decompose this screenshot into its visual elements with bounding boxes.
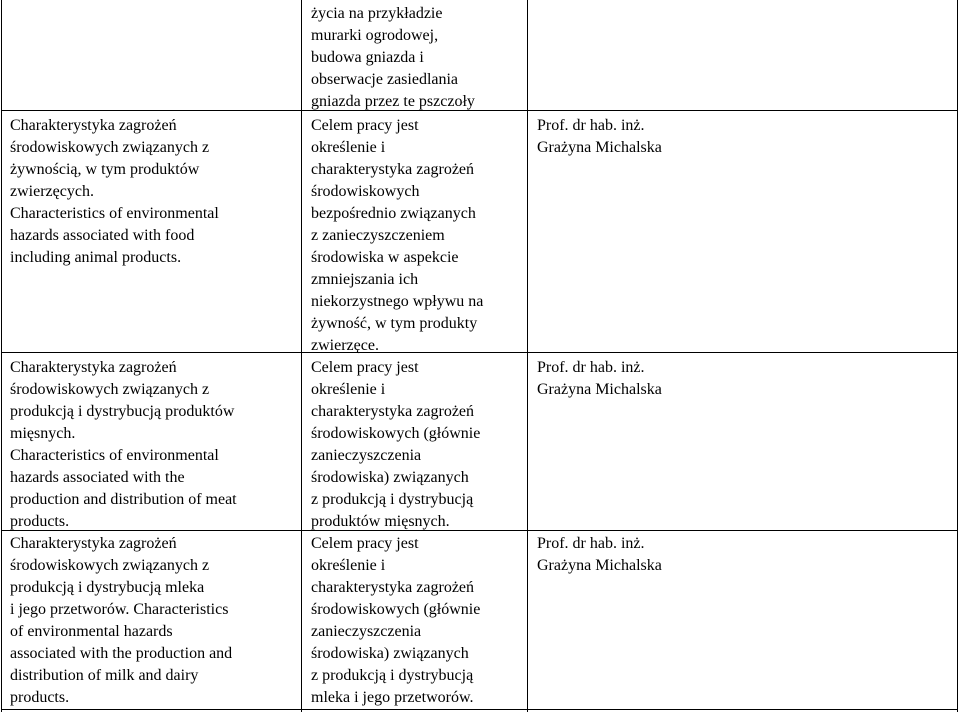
title-line: produkcją i dystrybucją mleka	[10, 579, 205, 596]
title-line: of environmental hazards	[10, 623, 173, 640]
supervisor-line: Grażyna Michalska	[537, 381, 662, 398]
description-line: z zanieczyszczeniem	[311, 227, 445, 244]
description-line: produktów mięsnych.	[311, 513, 450, 530]
title-line: production and distribution of meat	[10, 491, 237, 508]
title-line: środowiskowych związanych z	[10, 381, 210, 398]
supervisor-line: Grażyna Michalska	[537, 139, 662, 156]
title-line: produkcją i dystrybucją produktów	[10, 403, 235, 420]
title-line: zwierzęcych.	[10, 183, 94, 200]
description-line: gniazda przez te pszczoły	[311, 93, 475, 110]
description-line: środowiska) związanych	[311, 469, 469, 486]
title-line: żywnością, w tym produktów	[10, 161, 200, 178]
description-line: niekorzystnego wpływu na	[311, 293, 484, 310]
title-line: Charakterystyka zagrożeń	[10, 535, 177, 552]
title-line: i jego przetworów. Characteristics	[10, 601, 229, 618]
table-row	[0, 353, 960, 530]
description-line: środowiskowych (głównie	[311, 425, 481, 442]
title-line: hazards associated with the	[10, 469, 185, 486]
table-row	[0, 531, 960, 709]
description-line: charakterystyka zagrożeń	[311, 161, 475, 178]
supervisor-line: Prof. dr hab. inż.	[537, 117, 645, 134]
title-line: środowiskowych związanych z	[10, 557, 210, 574]
description-line: określenie i	[311, 557, 386, 574]
description-line: środowiskowych (głównie	[311, 601, 481, 618]
title-line: products.	[10, 513, 70, 530]
title-line: Charakterystyka zagrożeń	[10, 117, 177, 134]
description-line: charakterystyka zagrożeń	[311, 403, 475, 420]
description-line: środowiskowych	[311, 183, 420, 200]
description-line: mleka i jego przetworów.	[311, 689, 474, 706]
supervisor-line: Prof. dr hab. inż.	[537, 535, 645, 552]
description-line: budowa gniazda i	[311, 49, 424, 66]
description-line: życia na przykładzie	[311, 5, 443, 22]
description-line: zanieczyszczenia	[311, 447, 422, 464]
description-line: Celem pracy jest	[311, 117, 419, 134]
description-line: obserwacje zasiedlania	[311, 71, 459, 88]
description-line: z produkcją i dystrybucją	[311, 667, 474, 684]
description-line: Celem pracy jest	[311, 359, 419, 376]
description-line: określenie i	[311, 139, 386, 156]
description-line: murarki ogrodowej,	[311, 27, 439, 44]
description-line: bezpośrednio związanych	[311, 205, 476, 222]
description-line: środowiska w aspekcie	[311, 249, 459, 266]
title-line: Characteristics of environmental	[10, 205, 219, 222]
title-line: associated with the production and	[10, 645, 233, 662]
title-line: środowiskowych związanych z	[10, 139, 210, 156]
description-line: zmniejszania ich	[311, 271, 419, 288]
title-line: products.	[10, 689, 70, 706]
row-divider	[1, 709, 958, 710]
title-line: Characteristics of environmental	[10, 447, 219, 464]
description-line: zwierzęce.	[311, 337, 379, 354]
title-line: distribution of milk and dairy	[10, 667, 199, 684]
description-line: Celem pracy jest	[311, 535, 419, 552]
table-row-continued	[0, 0, 960, 110]
description-line: określenie i	[311, 381, 386, 398]
supervisor-line: Prof. dr hab. inż.	[537, 359, 645, 376]
title-line: mięsnych.	[10, 425, 76, 442]
description-line: z produkcją i dystrybucją	[311, 491, 474, 508]
title-line: Charakterystyka zagrożeń	[10, 359, 177, 376]
description-line: żywność, w tym produkty	[311, 315, 478, 332]
description-line: środowiska) związanych	[311, 645, 469, 662]
description-line: charakterystyka zagrożeń	[311, 579, 475, 596]
title-line: including animal products.	[10, 249, 182, 266]
description-line: zanieczyszczenia	[311, 623, 422, 640]
supervisor-line: Grażyna Michalska	[537, 557, 662, 574]
table-row	[0, 111, 960, 352]
title-line: hazards associated with food	[10, 227, 195, 244]
